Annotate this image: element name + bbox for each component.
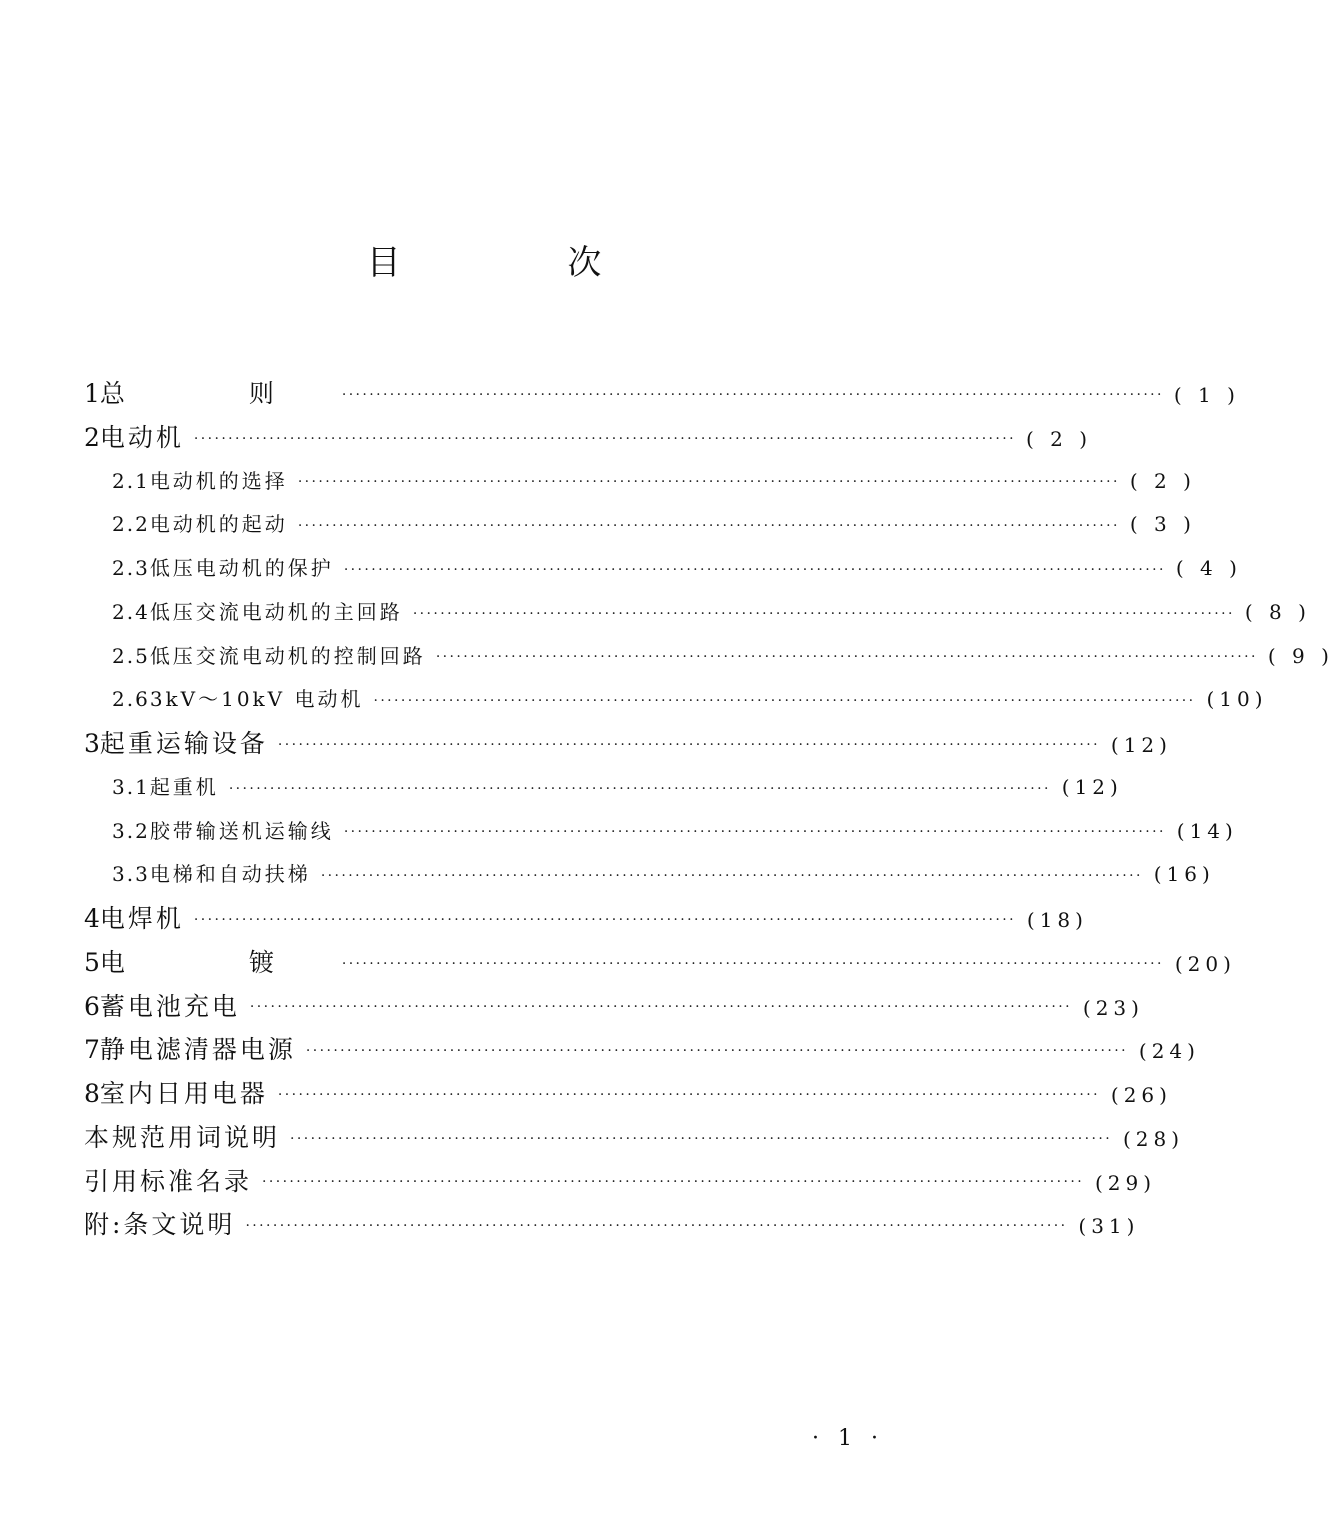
- leader-dots: ························································································································: [193, 911, 1016, 928]
- toc-entry[interactable]: [84, 503, 1196, 547]
- toc-entry-page: ( 4 ): [1175, 556, 1242, 580]
- toc-entry-number: 6: [84, 991, 100, 1021]
- leader-dots: ························································································································: [228, 780, 1051, 797]
- toc-entry-label: 起重机: [149, 774, 219, 799]
- toc-entry-number: 4: [84, 904, 100, 933]
- toc-entry-page: ( 3 ): [1129, 512, 1196, 537]
- leader-dots: ························································································································: [435, 649, 1258, 666]
- toc-entry-number: 2.6: [112, 687, 150, 712]
- toc-entry[interactable]: [84, 678, 1268, 722]
- toc-entry-number: 5: [84, 947, 100, 977]
- toc-entry-label: 电动机的选择: [149, 468, 288, 493]
- toc-entry-label: 电焊机: [99, 904, 184, 933]
- toc-entry-page: (29): [1094, 1170, 1157, 1195]
- leader-dots: ························································································································: [277, 736, 1100, 753]
- toc-entry-label: 引用标准名录: [84, 1166, 253, 1196]
- toc-entry[interactable]: [84, 635, 1334, 679]
- toc-entry-number: 3: [84, 729, 100, 758]
- toc-entry[interactable]: [84, 1203, 1140, 1247]
- toc-entry-label: 本规范用词说明: [84, 1122, 281, 1152]
- leader-dots: ························································································································: [305, 1043, 1128, 1060]
- toc-entry[interactable]: [84, 810, 1238, 854]
- toc-entry[interactable]: [84, 591, 1311, 635]
- toc-entry-number: 2: [84, 422, 100, 452]
- toc-entry-page: (12): [1110, 733, 1172, 757]
- toc-entry[interactable]: [84, 1116, 1185, 1160]
- toc-entry-page: (23): [1082, 995, 1144, 1020]
- toc-entry[interactable]: [84, 941, 1236, 985]
- toc-entry-page: (12): [1061, 774, 1123, 799]
- table-of-contents: [84, 372, 1334, 1247]
- toc-entry-page: ( 9 ): [1267, 643, 1334, 668]
- leader-dots: ························································································································: [245, 1218, 1068, 1235]
- toc-entry-page: ( 1 ): [1173, 383, 1240, 407]
- toc-entry-label: 低压交流电动机的主回路: [149, 599, 403, 624]
- toc-entry[interactable]: [84, 985, 1144, 1029]
- toc-entry[interactable]: [84, 722, 1172, 766]
- toc-entry-number: 2.4: [112, 599, 150, 624]
- leader-dots: ························································································································: [320, 868, 1143, 885]
- toc-entry-number: 3.3: [112, 862, 150, 887]
- toc-entry-number: 3.2: [112, 818, 150, 843]
- leader-dots: ························································································································: [343, 561, 1166, 578]
- toc-entry[interactable]: [84, 1072, 1172, 1116]
- toc-entry-label: 蓄电池充电: [99, 991, 240, 1021]
- toc-entry-number: 2.2: [112, 512, 150, 537]
- toc-entry[interactable]: [84, 853, 1215, 897]
- toc-entry-page: (28): [1122, 1126, 1185, 1151]
- leader-dots: ························································································································: [193, 430, 1016, 447]
- toc-entry-label: 胶带输送机运输线: [149, 818, 334, 843]
- toc-entry[interactable]: [84, 372, 1240, 416]
- toc-entry[interactable]: [84, 416, 1092, 460]
- toc-entry[interactable]: [84, 1160, 1157, 1204]
- leader-dots: ························································································································: [277, 1086, 1100, 1103]
- toc-entry-page: ( 2 ): [1025, 426, 1092, 451]
- toc-entry-page: (31): [1078, 1214, 1140, 1239]
- leader-dots: ························································································································: [373, 693, 1196, 710]
- toc-entry-number: 3.1: [112, 774, 150, 799]
- toc-entry-page: (16): [1153, 862, 1215, 887]
- toc-entry-page: ( 2 ): [1129, 468, 1196, 493]
- leader-dots: ························································································································: [297, 518, 1120, 535]
- leader-dots: ························································································································: [262, 1174, 1085, 1191]
- toc-entry-number: 2.5: [112, 643, 150, 668]
- toc-entry[interactable]: [84, 766, 1123, 810]
- toc-entry-page: (18): [1026, 908, 1088, 932]
- leader-dots: ························································································································: [412, 605, 1235, 622]
- toc-entry-page: (20): [1174, 951, 1236, 976]
- leader-dots: ························································································································: [297, 474, 1120, 491]
- leader-dots: ························································································································: [290, 1130, 1113, 1147]
- toc-entry-label: 低压交流电动机的控制回路: [149, 643, 426, 668]
- page-title: 目 次: [366, 243, 680, 283]
- toc-entry-page: (10): [1206, 687, 1268, 712]
- toc-entry-label: 电动机的起动: [149, 512, 288, 537]
- toc-entry-label: 起重运输设备: [99, 729, 268, 758]
- toc-entry-label: 电 镀: [99, 947, 332, 977]
- toc-entry-number: 2.3: [112, 556, 150, 580]
- toc-entry-label: 电梯和自动扶梯: [149, 862, 311, 887]
- toc-entry[interactable]: [84, 460, 1196, 504]
- toc-entry-page: (14): [1176, 818, 1238, 843]
- leader-dots: ························································································································: [341, 955, 1164, 972]
- toc-entry[interactable]: [84, 1028, 1200, 1072]
- toc-entry[interactable]: [84, 897, 1088, 941]
- toc-entry-page: ( 8 ): [1244, 599, 1311, 624]
- page-number: · 1 ·: [812, 1426, 884, 1451]
- toc-entry-label: 3kV～10kV 电动机: [149, 687, 364, 712]
- toc-entry-label: 室内日用电器: [99, 1079, 268, 1108]
- leader-dots: ························································································································: [341, 386, 1164, 403]
- toc-entry-page: (26): [1110, 1083, 1172, 1107]
- toc-entry-number: 1: [84, 379, 100, 408]
- toc-entry-number: 8: [84, 1079, 100, 1108]
- toc-entry-number: 7: [84, 1035, 100, 1065]
- leader-dots: ························································································································: [249, 999, 1072, 1016]
- leader-dots: ························································································································: [343, 824, 1166, 841]
- toc-entry-label: 总 则: [99, 379, 332, 408]
- toc-entry-number: 2.1: [112, 468, 150, 493]
- toc-entry-label: 电动机: [99, 422, 184, 452]
- toc-entry-label: 低压电动机的保护: [149, 556, 334, 580]
- toc-entry-page: (24): [1138, 1039, 1200, 1064]
- toc-entry-label: 附:条文说明: [84, 1210, 236, 1240]
- toc-entry[interactable]: [84, 547, 1242, 591]
- toc-entry-label: 静电滤清器电源: [99, 1035, 296, 1065]
